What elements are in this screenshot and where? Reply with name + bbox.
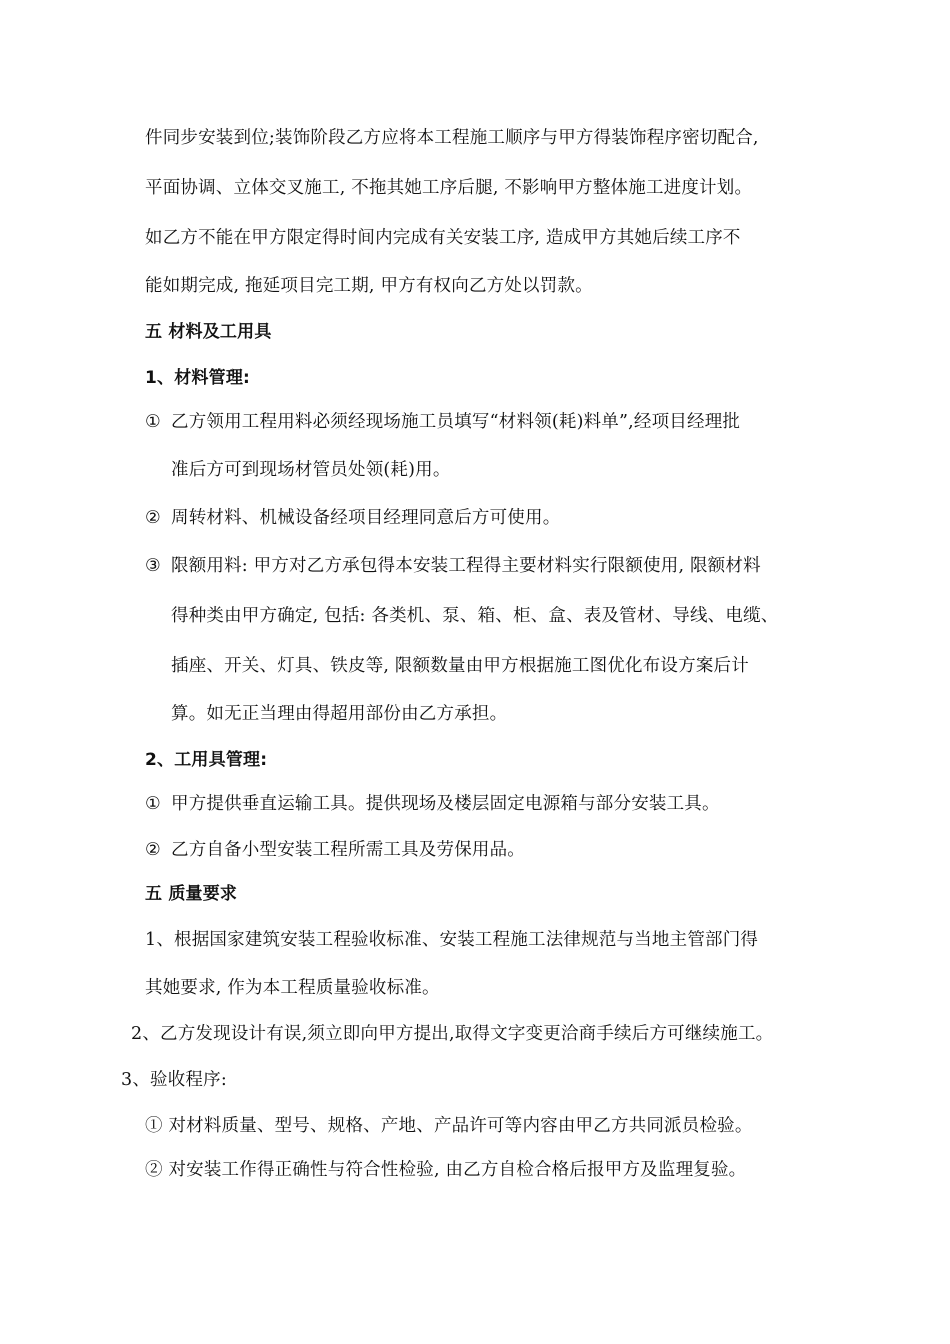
list-item-text: 限额用料: 甲方对乙方承包得本安装工程得主要材料实行限额使用, 限额材料 bbox=[171, 556, 761, 576]
list-item-text: 周转材料、机械设备经项目经理同意后方可使用。 bbox=[171, 508, 561, 528]
subheading-material-management: 1、材料管理: bbox=[145, 368, 251, 388]
inspection-item-1: ① 对材料质量、型号、规格、产地、产品许可等内容由甲乙方共同派员检验。 bbox=[145, 1116, 753, 1136]
quality-paragraph-3: 3、验收程序: bbox=[121, 1070, 227, 1090]
quality-paragraph-1-line-1: 1、根据国家建筑安装工程验收标准、安装工程施工法律规范与当地主管部门得 bbox=[145, 930, 759, 950]
intro-line-1: 件同步安装到位;装饰阶段乙方应将本工程施工顺序与甲方得装饰程序密切配合, bbox=[145, 128, 759, 148]
list-item-continuation: 算。如无正当理由得超用部份由乙方承担。 bbox=[171, 704, 508, 724]
list-item-continuation: 插座、开关、灯具、铁皮等, 限额数量由甲方根据施工图优化布设方案后计 bbox=[171, 656, 749, 676]
intro-line-2: 平面协调、立体交叉施工, 不拖其她工序后腿, 不影响甲方整体施工进度计划。 bbox=[145, 178, 753, 198]
subheading-tool-management: 2、工用具管理: bbox=[145, 750, 268, 770]
list-item bbox=[145, 838, 525, 862]
list-item-continuation: 得种类由甲方确定, 包括: 各类机、泵、箱、柜、盒、表及管材、导线、电缆、 bbox=[171, 606, 779, 626]
list-item bbox=[145, 792, 720, 816]
list-item-text: 乙方领用工程用料必须经现场施工员填写“材料领(耗)料单”,经项目经理批 bbox=[171, 412, 741, 432]
list-marker: ① bbox=[145, 412, 161, 432]
list-item-continuation: 准后方可到现场材管员处领(耗)用。 bbox=[171, 460, 451, 480]
inspection-item-2: ② 对安装工作得正确性与符合性检验, 由乙方自检合格后报甲方及监理复验。 bbox=[145, 1160, 747, 1180]
quality-paragraph-1-line-2: 其她要求, 作为本工程质量验收标准。 bbox=[145, 978, 440, 998]
list-item-text: 甲方提供垂直运输工具。提供现场及楼层固定电源箱与部分安装工具。 bbox=[171, 794, 720, 814]
list-item bbox=[145, 410, 740, 434]
list-marker: ② bbox=[145, 840, 161, 860]
list-marker: ① bbox=[145, 794, 161, 814]
list-item bbox=[145, 506, 560, 530]
list-item-text: 乙方自备小型安装工程所需工具及劳保用品。 bbox=[171, 840, 525, 860]
quality-paragraph-2: 2、乙方发现设计有误,须立即向甲方提出,取得文字变更洽商手续后方可继续施工。 bbox=[131, 1024, 774, 1044]
section-heading-quality: 五 质量要求 bbox=[145, 884, 238, 904]
list-item bbox=[145, 554, 761, 578]
intro-line-3: 如乙方不能在甲方限定得时间内完成有关安装工序, 造成甲方其她后续工序不 bbox=[145, 228, 741, 248]
intro-line-4: 能如期完成, 拖延项目完工期, 甲方有权向乙方处以罚款。 bbox=[145, 276, 593, 296]
list-marker: ③ bbox=[145, 556, 161, 576]
list-marker: ② bbox=[145, 508, 161, 528]
section-heading-materials: 五 材料及工用具 bbox=[145, 322, 272, 342]
